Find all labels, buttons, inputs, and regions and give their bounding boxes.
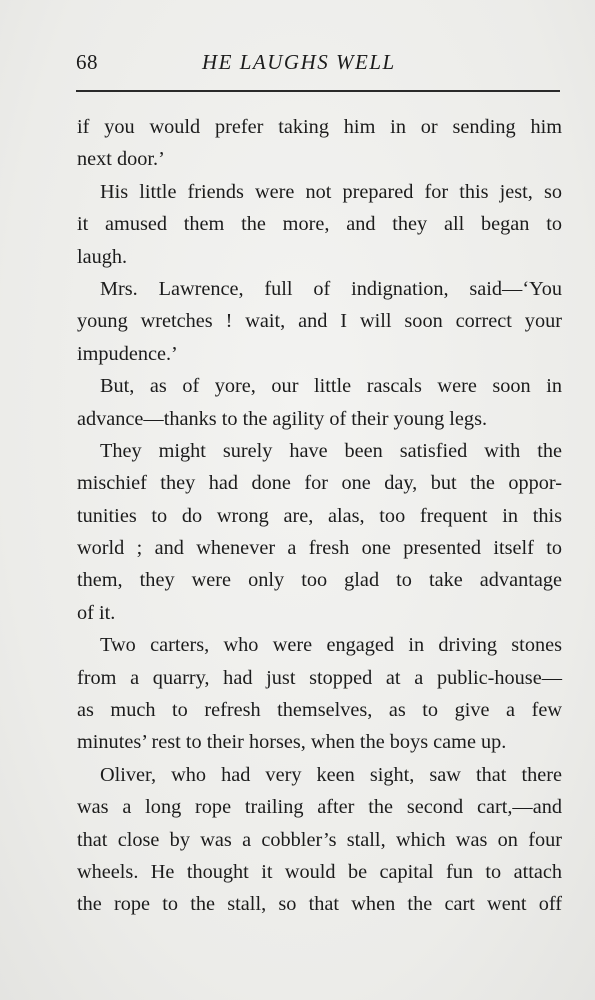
text-line: as much to refresh themselves, as to give a few [77, 699, 562, 722]
text-line: world ; and whenever a fresh one presented itself to [77, 537, 562, 560]
text-line: that close by was a cobbler’s stall, which was on four [77, 828, 562, 851]
text-line: Oliver, who had very keen sight, saw that there [100, 763, 562, 786]
body-text [77, 111, 562, 921]
page-header [76, 50, 560, 80]
text-line: from a quarry, had just stopped at a public-house— [77, 666, 562, 689]
text-line: the rope to the stall, so that when the cart went off [77, 893, 562, 916]
page-number: 68 [76, 50, 98, 74]
text-line: tunities to do wrong are, alas, too frequent in this [77, 504, 562, 527]
text-line: advance—thanks to the agility of their young legs. [77, 407, 488, 430]
text-line: mischief they had done for one day, but the oppor- [77, 472, 562, 495]
text-line: But, as of yore, our little rascals were soon in [100, 375, 562, 398]
text-line: wheels. He thought it would be capital fun to attach [77, 860, 562, 883]
text-line: minutes’ rest to their horses, when the boys came up. [77, 731, 507, 754]
running-title: HE LAUGHS WELL [202, 50, 396, 74]
text-line: impudence.’ [77, 342, 178, 365]
text-line: They might surely have been satisfied with the [100, 439, 562, 462]
text-line: them, they were only too glad to take advantage [77, 569, 562, 592]
text-line: it amused them the more, and they all began to [77, 213, 562, 236]
text-line: laugh. [77, 245, 128, 268]
text-line: if you would prefer taking him in or sending him [77, 116, 562, 138]
text-line: His little friends were not prepared for this jest, so [100, 180, 562, 203]
text-line: Mrs. Lawrence, full of indignation, said—‘You [100, 277, 562, 300]
text-line: Two carters, who were engaged in driving stones [100, 634, 562, 657]
header-rule [76, 90, 560, 92]
text-line: next door.’ [77, 148, 165, 171]
text-line: was a long rope trailing after the second cart,—and [77, 796, 562, 819]
text-line: of it. [77, 601, 116, 624]
text-line: young wretches ! wait, and I will soon correct your [77, 310, 562, 333]
